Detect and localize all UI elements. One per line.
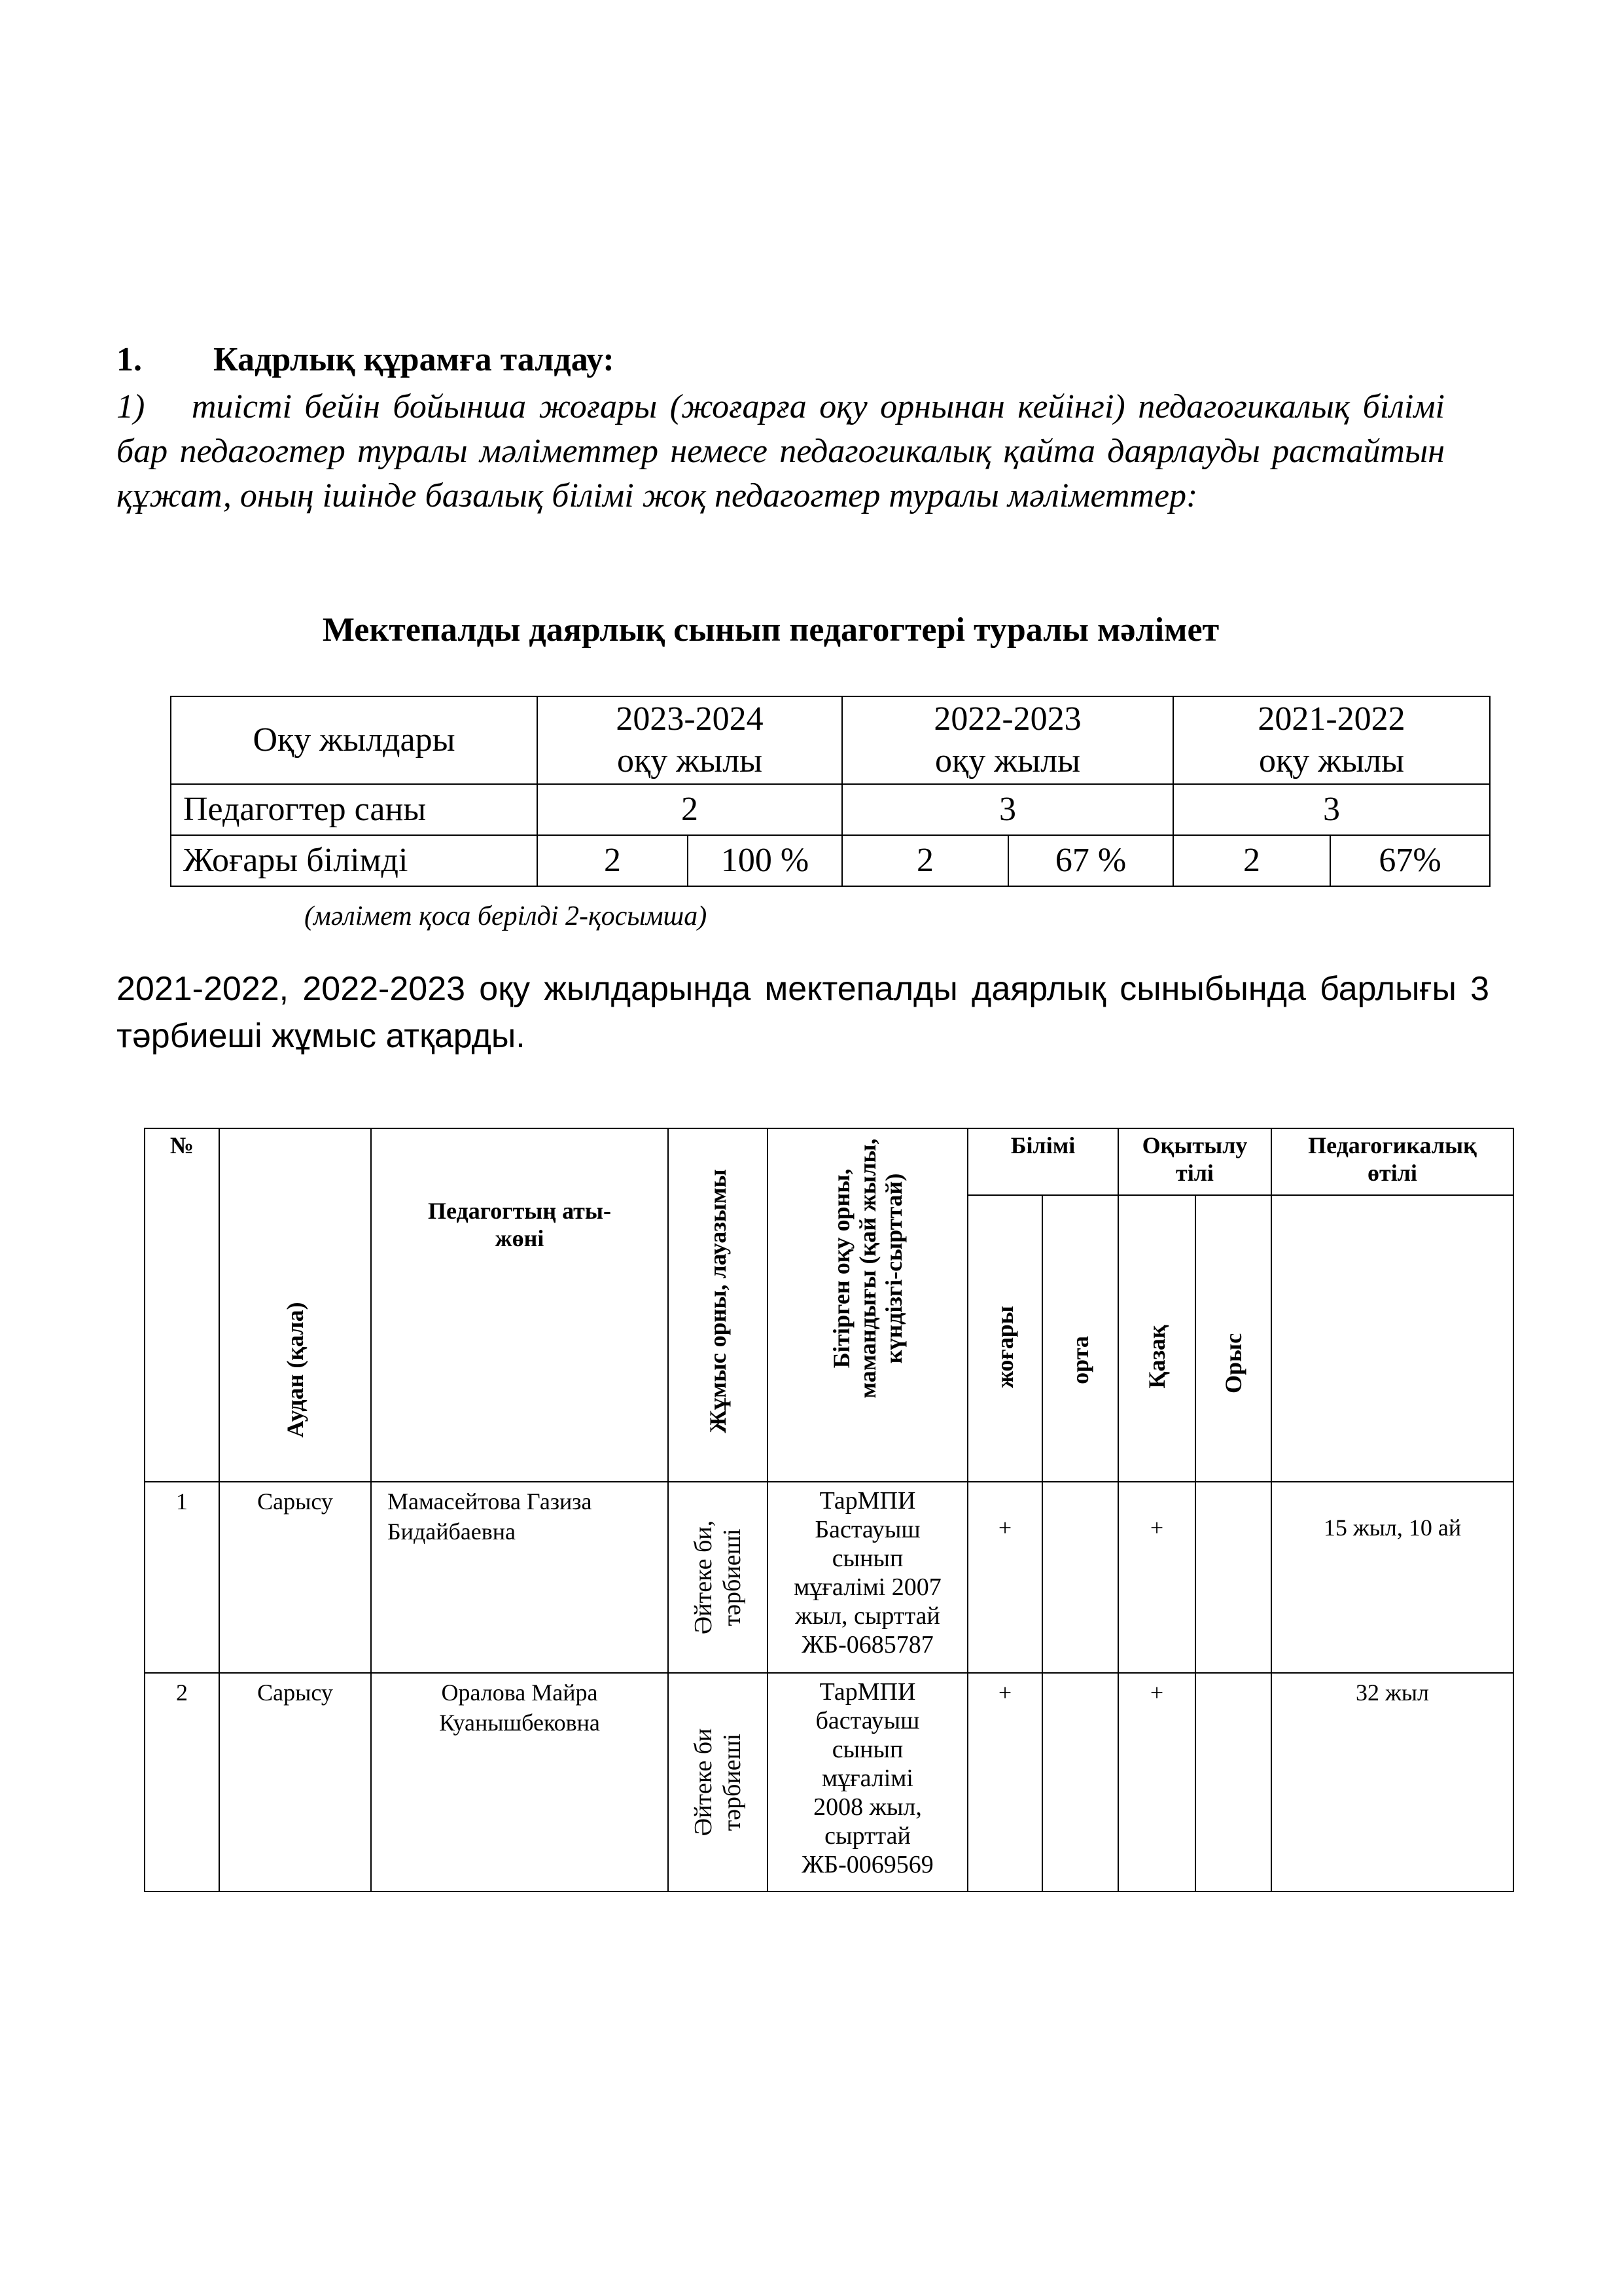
section-heading bbox=[116, 337, 614, 383]
teachers-table bbox=[144, 1128, 1514, 1892]
count-cell: 3 bbox=[1173, 784, 1490, 835]
cell-experience: 32 жыл bbox=[1271, 1673, 1513, 1892]
cell-education-place: ТарМПИ бастауыш сынып мұғалімі 2008 жыл, сырттай ЖБ-0069569 bbox=[768, 1673, 968, 1892]
cell-name: Мамасейтова Газиза Бидайбаевна bbox=[371, 1482, 668, 1673]
cell-workplace: Әйтеке би тәрбиеші bbox=[668, 1673, 768, 1892]
year-cell: 2022-2023 оқу жылы bbox=[842, 696, 1173, 784]
header-education-place: Бітірген оқу орны, мамандығы (қай жылы, күндізгі-сырттай) bbox=[768, 1128, 968, 1482]
cell-district: Сарысу bbox=[219, 1482, 371, 1673]
higher-percent: 67 % bbox=[1008, 835, 1173, 886]
cell-russian bbox=[1195, 1482, 1271, 1673]
higher-percent: 100 % bbox=[688, 835, 842, 886]
table-row bbox=[171, 835, 1490, 886]
table-row bbox=[171, 696, 1490, 784]
cell-higher: + bbox=[968, 1482, 1042, 1673]
header-language: Оқытылу тілі bbox=[1118, 1128, 1271, 1195]
header-experience-blank bbox=[1271, 1195, 1513, 1482]
year-cell: 2023-2024 оқу жылы bbox=[537, 696, 842, 784]
intro-text: 1) тиісті бейін бойынша жоғары (жоғарға оқу орнынан кейінгі) педагогикалық білімі бар педагогтер туралы мәліметтер немесе педагогикалық қайта даярлауды растайтын құжат, оның ішінде базалық білімі жоқ педагогтер туралы мәліметтер: bbox=[116, 388, 1445, 514]
table1-title: Мектепалды даярлық сынып педагогтері туралы мәлімет bbox=[322, 611, 1220, 649]
count-cell: 3 bbox=[842, 784, 1173, 835]
section-title: Кадрлық құрамға талдау: bbox=[213, 341, 614, 378]
header-russian: Орыс bbox=[1195, 1195, 1271, 1482]
header-education: Білімі bbox=[968, 1128, 1118, 1195]
table1-note: (мәлімет қоса берілді 2-қосымша) bbox=[304, 901, 707, 931]
cell-district: Сарысу bbox=[219, 1673, 371, 1892]
cell-education-place: ТарМПИ Бастауыш сынып мұғалімі 2007 жыл, сырттай ЖБ-0685787 bbox=[768, 1482, 968, 1673]
cell-secondary bbox=[1042, 1482, 1118, 1673]
higher-count: 2 bbox=[537, 835, 688, 886]
year-cell: 2021-2022 оқу жылы bbox=[1173, 696, 1490, 784]
cell-russian bbox=[1195, 1673, 1271, 1892]
header-workplace: Жұмыс орны, лауазымы bbox=[668, 1128, 768, 1482]
cell-workplace: Әйтеке би, тәрбиеші bbox=[668, 1482, 768, 1673]
count-cell: 2 bbox=[537, 784, 842, 835]
table-row bbox=[171, 784, 1490, 835]
cell-number: 2 bbox=[145, 1673, 219, 1892]
years-label: Оқу жылдары bbox=[171, 696, 537, 784]
higher-count: 2 bbox=[842, 835, 1008, 886]
staff-summary-table bbox=[170, 696, 1491, 887]
cell-higher: + bbox=[968, 1673, 1042, 1892]
count-label: Педагогтер саны bbox=[171, 784, 537, 835]
header-kazakh: Қазақ bbox=[1118, 1195, 1195, 1482]
header-district: Аудан (қала) bbox=[219, 1128, 371, 1482]
cell-kazakh: + bbox=[1118, 1482, 1195, 1673]
table-header-row bbox=[145, 1128, 1513, 1195]
higher-label: Жоғары білімді bbox=[171, 835, 537, 886]
header-name: Педагогтың аты-жөні bbox=[371, 1128, 668, 1482]
header-number: № bbox=[145, 1128, 219, 1482]
higher-count: 2 bbox=[1173, 835, 1330, 886]
cell-kazakh: + bbox=[1118, 1673, 1195, 1892]
cell-experience: 15 жыл, 10 ай bbox=[1271, 1482, 1513, 1673]
header-experience: Педагогикалық өтілі bbox=[1271, 1128, 1513, 1195]
table-row bbox=[145, 1482, 1513, 1673]
cell-number: 1 bbox=[145, 1482, 219, 1673]
header-higher: жоғары bbox=[968, 1195, 1042, 1482]
cell-name: Оралова Майра Куанышбековна bbox=[371, 1673, 668, 1892]
table-row bbox=[145, 1673, 1513, 1892]
summary-paragraph: 2021-2022, 2022-2023 оқу жылдарында мектепалды даярлық сыныбында барлығы 3 тәрбиеші жұмыс атқарды. bbox=[116, 970, 1489, 1055]
cell-secondary bbox=[1042, 1673, 1118, 1892]
higher-percent: 67% bbox=[1330, 835, 1490, 886]
section-number: 1. bbox=[116, 341, 142, 378]
header-secondary: орта bbox=[1042, 1195, 1118, 1482]
